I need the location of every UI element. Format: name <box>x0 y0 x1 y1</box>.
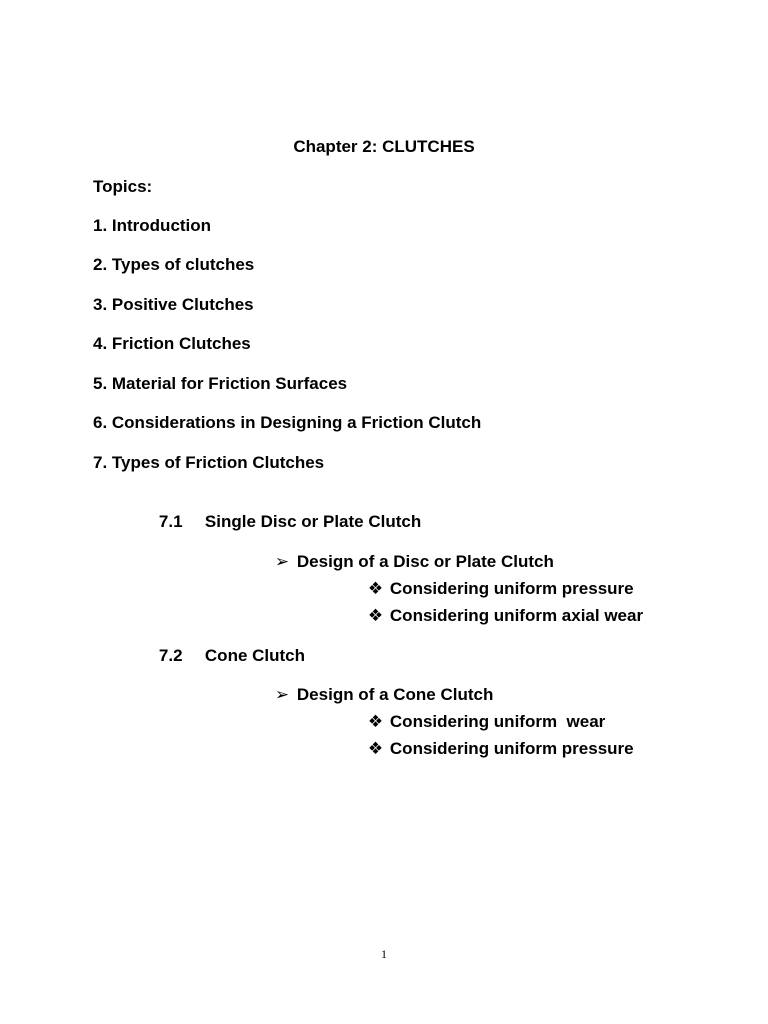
topic-item: 4. Friction Clutches <box>93 334 251 353</box>
topic-item: 6. Considerations in Designing a Friction Clutch <box>93 413 482 432</box>
subsection-number: 7.2 <box>158 646 183 665</box>
consideration-item <box>349 586 643 646</box>
subsection-title: Cone Clutch <box>204 646 306 665</box>
topics-heading: Topics: <box>93 177 153 196</box>
design-title: Design of a Disc or Plate Clutch <box>296 552 554 571</box>
topic-item: 7. Types of Friction Clutches <box>93 453 325 472</box>
design-title: Design of a Cone Clutch <box>296 685 494 704</box>
diamond-bullet-icon: ❖ <box>367 712 384 732</box>
subsection-number: 7.1 <box>158 512 183 531</box>
consideration-text: Considering uniform axial wear <box>389 606 644 625</box>
topic-item: 5. Material for Friction Surfaces <box>93 374 348 393</box>
arrowhead-bullet-icon: ➢ <box>274 685 290 705</box>
arrowhead-bullet-icon: ➢ <box>274 552 290 572</box>
subsection-title: Single Disc or Plate Clutch <box>204 512 422 531</box>
diamond-bullet-icon: ❖ <box>367 606 384 626</box>
topic-item: 3. Positive Clutches <box>93 295 254 314</box>
diamond-bullet-icon: ❖ <box>367 579 384 599</box>
chapter-title: Chapter 2: CLUTCHES <box>293 137 475 156</box>
topic-item: 2. Types of clutches <box>93 255 255 274</box>
diamond-bullet-icon: ❖ <box>367 739 384 759</box>
consideration-item <box>349 719 634 779</box>
consideration-text: Considering uniform pressure <box>389 739 634 758</box>
consideration-text: Considering uniform pressure <box>389 579 634 598</box>
consideration-text: Considering uniform wear <box>389 712 606 731</box>
topic-item: 1. Introduction <box>93 216 212 235</box>
page-number: 1 <box>381 947 387 961</box>
